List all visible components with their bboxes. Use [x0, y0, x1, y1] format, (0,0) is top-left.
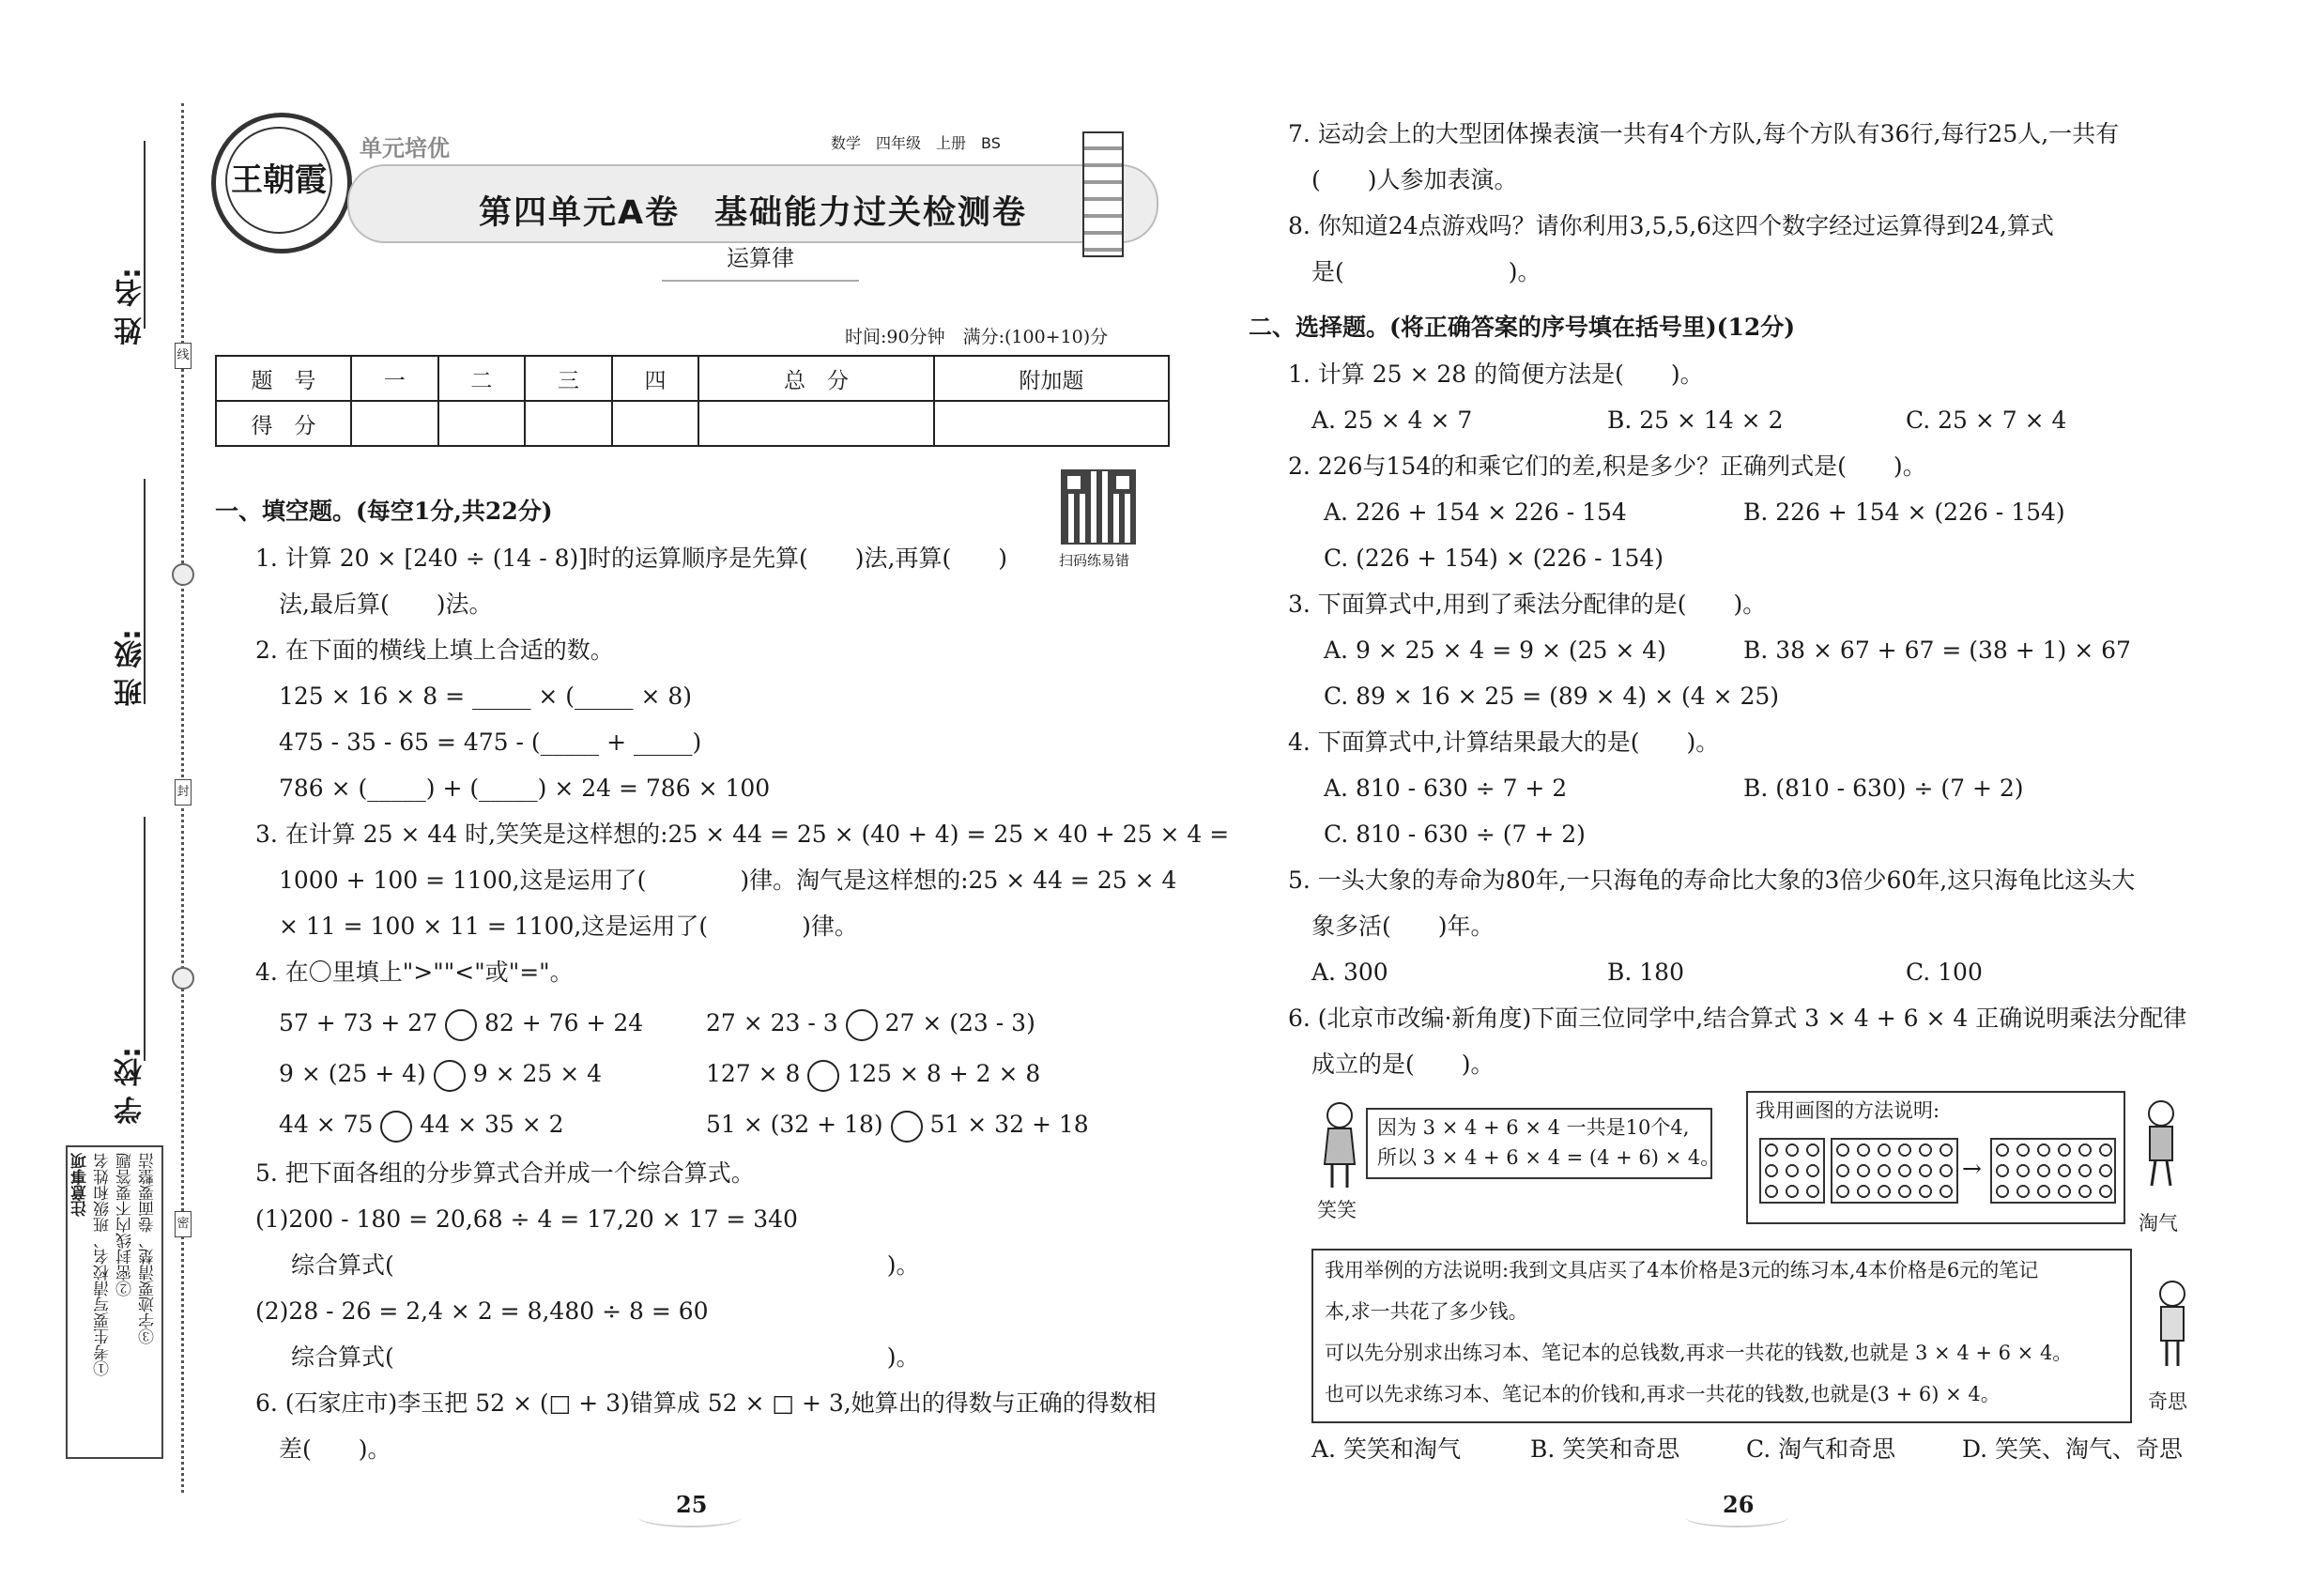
question-text: 3. 在计算 25 × 44 时,笑笑是这样想的:25 × 44 = 25 × (40 + 4) = 25 × 40 + 25 × 4 =: [255, 821, 1230, 848]
notes-title: 注意事项: [71, 1153, 90, 1217]
school-field-line[interactable]: [144, 817, 146, 1061]
option-b[interactable]: B. 38 × 67 + 67 = (38 + 1) × 67: [1743, 637, 2131, 664]
question-text: 3. 下面算式中,用到了乘法分配律的是( )。: [1288, 591, 1767, 618]
compare-row: [279, 1109, 564, 1143]
option-a[interactable]: A. 9 × 25 × 4 = 9 × (25 × 4): [1324, 637, 1666, 664]
page-number-left: 25: [676, 1491, 708, 1518]
question-text: 786 × (_____) + (_____) × 24 = 786 × 100: [279, 775, 771, 802]
option-a[interactable]: A. 25 × 4 × 7: [1311, 407, 1473, 434]
expr-left: 27 × 23 - 3: [706, 1009, 838, 1036]
option-c[interactable]: C. 淘气和奇思: [1746, 1435, 1896, 1463]
example-line: 也可以先求练习本、笔记本的价钱和,再求一共花的钱数,也就是(3 + 6) × 4。: [1325, 1383, 2001, 1405]
class-label: 班 级:: [115, 629, 147, 707]
binding-hole-icon: [172, 563, 194, 586]
table-cell: 二: [438, 356, 526, 401]
title-banner: [347, 164, 1158, 243]
section-title: 二、选择题。(将正确答案的序号填在括号里)(12分): [1249, 314, 1796, 341]
question-text: 4. 下面算式中,计算结果最大的是( )。: [1288, 729, 1720, 756]
score-input-cell[interactable]: [934, 401, 1169, 446]
compare-circle[interactable]: [891, 1111, 923, 1143]
qr-code-icon[interactable]: [1061, 469, 1136, 545]
option-b[interactable]: B. 226 + 154 × (226 - 154): [1743, 499, 2065, 526]
example-line: 我用举例的方法说明:我到文具店买了4本价格是3元的练习本,4本价格是6元的笔记: [1325, 1259, 2039, 1281]
table-cell: 四: [612, 356, 699, 401]
expr-left: 44 × 75: [279, 1111, 374, 1138]
question-text: 1. 计算 25 × 28 的简便方法是( )。: [1288, 361, 1704, 388]
compare-circle[interactable]: [434, 1060, 466, 1092]
option-d[interactable]: D. 笑笑、淘气、奇思: [1962, 1435, 2184, 1463]
table-cell: 三: [525, 356, 612, 401]
compare-circle[interactable]: [380, 1111, 412, 1143]
option-c[interactable]: C. 100: [1906, 959, 1983, 986]
option-c[interactable]: C. 25 × 7 × 4: [1906, 407, 2067, 434]
compare-row: [279, 1058, 602, 1092]
question-text: 6. (石家庄市)李玉把 52 × (□ + 3)错算成 52 × □ + 3,她算出的得数与正确的得数相: [255, 1389, 1157, 1417]
question-text: 1000 + 100 = 1100,这是运用了( )律。淘气是这样想的:25 × 44 = 25 × 4: [279, 867, 1177, 894]
option-b[interactable]: B. 笑笑和奇思: [1530, 1435, 1680, 1463]
answer-line[interactable]: 综合算式( )。: [291, 1343, 920, 1371]
question-text: 是( )。: [1311, 258, 1541, 285]
boy-qisi-icon: [2150, 1277, 2195, 1371]
compare-row: [706, 1058, 1040, 1092]
option-a[interactable]: A. 300: [1311, 959, 1388, 986]
speech-line: 所以 3 × 4 + 6 × 4 = (4 + 6) × 4。: [1377, 1146, 1721, 1169]
score-input-cell[interactable]: [525, 401, 612, 446]
question-text: 差( )。: [279, 1435, 391, 1463]
speech-line: 因为 3 × 4 + 6 × 4 一共是10个4,: [1377, 1116, 1690, 1139]
dot-group-6x4: [1831, 1138, 1958, 1204]
taoqi-drawing-box: [1746, 1091, 2125, 1224]
example-line: 本,求一共花了多少钱。: [1325, 1300, 1528, 1323]
option-b[interactable]: B. 25 × 14 × 2: [1607, 407, 1784, 434]
qisi-example-box: [1311, 1249, 2132, 1423]
school-label: 学 校:: [115, 1047, 147, 1125]
option-b[interactable]: B. 180: [1607, 959, 1684, 986]
table-cell: 得 分: [216, 401, 351, 446]
expr-right: 51 × 32 + 18: [929, 1111, 1089, 1138]
seal-char-seal: 封: [175, 779, 192, 806]
unit-tag: 单元培优: [360, 135, 450, 161]
answer-line[interactable]: 综合算式( )。: [291, 1251, 920, 1279]
student-name-taoqi: 淘气: [2139, 1212, 2178, 1235]
question-text: 法,最后算( )法。: [279, 591, 493, 618]
option-c[interactable]: C. 89 × 16 × 25 = (89 × 4) × (4 × 25): [1324, 683, 1780, 710]
question-text: 成立的是( )。: [1311, 1051, 1495, 1078]
brand-logo: 王朝霞: [211, 113, 352, 253]
option-a[interactable]: A. 笑笑和淘气: [1311, 1435, 1461, 1463]
option-b[interactable]: B. (810 - 630) ÷ (7 + 2): [1743, 775, 2024, 802]
compare-row: [706, 1109, 1089, 1143]
xiaoxiao-speech-box: [1366, 1108, 1721, 1179]
expr-left: 9 × (25 + 4): [279, 1060, 426, 1087]
student-name-qisi: 奇思: [2148, 1390, 2187, 1413]
question-text: 1. 计算 20 × [240 ÷ (14 - 8)]时的运算顺序是先算( )法,再算( ): [255, 545, 1007, 572]
expr-left: 57 + 73 + 27: [279, 1009, 438, 1036]
expr-right: 9 × 25 × 4: [472, 1060, 603, 1087]
page-number-right: 26: [1723, 1491, 1755, 1518]
compare-circle[interactable]: [846, 1009, 878, 1041]
compare-circle[interactable]: [445, 1009, 477, 1041]
question-text: 6. (北京市改编·新角度)下面三位同学中,结合算式 3 × 4 + 6 × 4 正确说明乘法分配律: [1288, 1005, 2187, 1032]
compare-row: [706, 1007, 1035, 1041]
option-a[interactable]: A. 226 + 154 × 226 - 154: [1324, 499, 1627, 526]
note-item: ②密封线内不要答题: [116, 1153, 135, 1297]
qr-caption: 扫码练易错: [1059, 552, 1130, 569]
score-input-cell[interactable]: [612, 401, 699, 446]
question-text: 7. 运动会上的大型团体操表演一共有4个方队,每个方队有36行,每行25人,一共有: [1288, 120, 2120, 147]
question-text: 8. 你知道24点游戏吗？请你利用3,5,5,6这四个数字经过运算得到24,算式: [1288, 212, 2054, 239]
question-text: 4. 在〇里填上">""<"或"="。: [255, 959, 574, 986]
compare-circle[interactable]: [807, 1060, 839, 1092]
page-deco: [638, 1507, 742, 1527]
score-table: [215, 355, 1170, 447]
option-c[interactable]: C. (226 + 154) × (226 - 154): [1324, 545, 1664, 572]
note-item: ①考生要写清校名、班级和姓名: [94, 1153, 113, 1376]
section-title: 一、填空题。(每空1分,共22分): [215, 498, 553, 525]
note-item: ③字迹要清楚、卷面要整洁: [139, 1153, 158, 1344]
question-text: 475 - 35 - 65 = 475 - (_____ + _____): [279, 729, 702, 756]
arrow-right-icon: →: [1962, 1155, 1982, 1182]
question-text: × 11 = 100 × 11 = 1100,这是运用了( )律。: [279, 913, 858, 940]
name-label: 姓 名:: [115, 268, 147, 345]
question-text: (2)28 - 26 = 2,4 × 2 = 8,480 ÷ 8 = 60: [255, 1297, 709, 1325]
table-row: [216, 401, 1169, 446]
table-row: [216, 356, 1169, 401]
binding-hole-icon: [172, 967, 194, 990]
dot-group-3x4: [1759, 1138, 1825, 1204]
question-text: 125 × 16 × 8 = _____ × (_____ × 8): [279, 683, 693, 710]
expr-left: 127 × 8: [706, 1060, 801, 1087]
expr-right: 44 × 35 × 2: [420, 1111, 564, 1138]
question-text: 5. 把下面各组的分步算式合并成一个综合算式。: [255, 1159, 755, 1187]
grade-meta: 数学 四年级 上册 BS: [831, 134, 1001, 152]
boy-taoqi-icon: [2139, 1097, 2184, 1190]
table-cell: 总 分: [698, 356, 933, 401]
expr-right: 82 + 76 + 24: [484, 1009, 644, 1036]
question-text: 象多活( )年。: [1311, 913, 1495, 940]
option-a[interactable]: A. 810 - 630 ÷ 7 + 2: [1324, 775, 1568, 802]
example-line: 可以先分别求出练习本、笔记本的总钱数,再求一共花的钱数,也就是 3 × 4 + 6 × 4。: [1325, 1342, 2073, 1364]
expr-right: 27 × (23 - 3): [884, 1009, 1035, 1036]
lighthouse-icon: [1082, 131, 1124, 257]
expr-left: 51 × (32 + 18): [706, 1111, 883, 1138]
table-cell: 附加题: [934, 356, 1169, 401]
dot-group-10x4: [1990, 1138, 2116, 1204]
page-title: 第四单元A卷 基础能力过关检测卷: [478, 194, 1028, 232]
seal-char-line: 线: [175, 343, 192, 369]
seal-char-secret: 密: [175, 1211, 192, 1237]
question-text: (1)200 - 180 = 20,68 ÷ 4 = 17,20 × 17 = 340: [255, 1205, 798, 1233]
table-cell: 一: [351, 356, 438, 401]
question-text: ( )人参加表演。: [1311, 166, 1518, 193]
notes-box: [66, 1145, 163, 1459]
expr-right: 125 × 8 + 2 × 8: [847, 1060, 1041, 1087]
table-cell: 题 号: [216, 356, 351, 401]
question-text: 2. 226与154的和乘它们的差,积是多少？正确列式是( )。: [1288, 453, 1926, 480]
option-c[interactable]: C. 810 - 630 ÷ (7 + 2): [1324, 821, 1586, 848]
page-deco: [1685, 1507, 1788, 1527]
drawing-caption: 我用画图的方法说明:: [1756, 1099, 1940, 1122]
score-input-cell[interactable]: [351, 401, 438, 446]
page-subtitle: 运算律: [662, 242, 859, 282]
question-text: 5. 一头大象的寿命为80年,一只海龟的寿命比大象的3倍少60年,这只海龟比这头大: [1288, 867, 2136, 894]
question-text: 2. 在下面的横线上填上合适的数。: [255, 637, 614, 664]
student-name-xiaoxiao: 笑笑: [1317, 1199, 1357, 1221]
score-input-cell[interactable]: [438, 401, 526, 446]
girl-xiaoxiao-icon: [1317, 1098, 1362, 1192]
time-info: 时间:90分钟 满分:(100+10)分: [845, 327, 1109, 347]
score-input-cell[interactable]: [698, 401, 933, 446]
compare-row: [279, 1007, 643, 1041]
